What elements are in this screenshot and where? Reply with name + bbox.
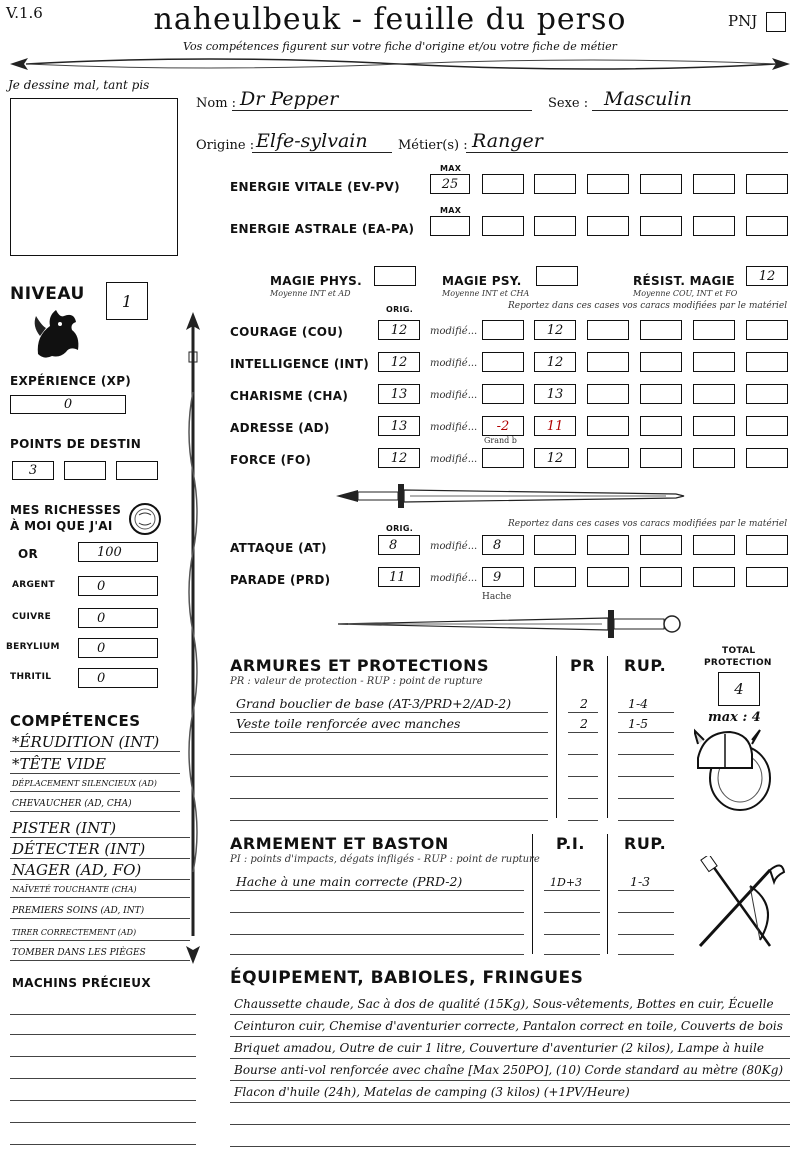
- machins-line[interactable]: [10, 1100, 196, 1101]
- stat-box[interactable]: [746, 320, 788, 340]
- arme-pi-line[interactable]: [544, 934, 600, 935]
- nom-field[interactable]: [232, 110, 532, 111]
- destin-box[interactable]: [116, 461, 158, 480]
- origine-value: Elfe-sylvain: [256, 130, 368, 152]
- richesse-argent-value: 0: [97, 578, 106, 594]
- armement-pi-header: P.I.: [556, 834, 585, 853]
- nom-value: Dr Pepper: [240, 88, 339, 110]
- competence-item: PREMIERS SOINS (AD, INT): [12, 906, 145, 916]
- stat-current-value: 13: [546, 386, 564, 402]
- ev-box[interactable]: [587, 174, 629, 194]
- combat-box[interactable]: [693, 567, 735, 587]
- stat-orig-value: 13: [390, 418, 408, 434]
- competence-line[interactable]: [10, 791, 180, 792]
- armure-line[interactable]: [230, 798, 548, 799]
- stat-box[interactable]: [587, 384, 629, 404]
- stat-current-value: 12: [546, 322, 564, 338]
- competence-line[interactable]: [10, 918, 190, 919]
- armure-rup-line[interactable]: [618, 798, 674, 799]
- ev-max-box[interactable]: [430, 174, 470, 194]
- total-protection-label-2: PROTECTION: [704, 658, 772, 668]
- arme-pi-line[interactable]: [544, 912, 600, 913]
- total-protection-label: TOTAL: [722, 646, 756, 656]
- arme-rup-line[interactable]: [618, 954, 674, 955]
- total-protection-value: 4: [734, 680, 744, 698]
- ea-max-box[interactable]: [430, 216, 470, 236]
- stat-modifie-label: modifié...: [430, 326, 478, 337]
- richesse-cuivre-label: CUIVRE: [12, 612, 52, 622]
- competence-line[interactable]: [10, 940, 190, 941]
- equipement-line[interactable]: [230, 1146, 790, 1147]
- competence-item: DÉTECTER (INT): [12, 840, 146, 858]
- combat-orig-box[interactable]: [378, 567, 420, 587]
- richesse-berylium-box[interactable]: [78, 638, 158, 658]
- niveau-box[interactable]: [106, 282, 148, 320]
- helmet-shield-icon: [694, 724, 776, 814]
- experience-label: EXPÉRIENCE (XP): [10, 374, 132, 388]
- ev-box[interactable]: [482, 174, 524, 194]
- combat-orig-value: 11: [389, 569, 406, 585]
- stats-orig-label: ORIG.: [386, 305, 414, 314]
- stat-current-box[interactable]: [534, 352, 576, 372]
- stat-modifie-label: modifié...: [430, 390, 478, 401]
- combat-box[interactable]: [587, 535, 629, 555]
- combat-note: Reportez dans ces cases vos caracs modifiées par le matériel: [508, 519, 788, 529]
- richesse-thritil-label: THRITIL: [10, 672, 52, 682]
- richesses-label: MES RICHESSES: [10, 503, 122, 517]
- page-subtitle: Vos compétences figurent sur votre fiche d'origine et/ou votre fiche de métier: [183, 40, 617, 53]
- armure-name: Veste toile renforcée avec manches: [236, 716, 461, 731]
- combat-box[interactable]: [587, 567, 629, 587]
- competence-item: TOMBER DANS LES PIÈGES: [12, 948, 146, 958]
- combat-modifie-label: modifié...: [430, 573, 478, 584]
- equipement-line[interactable]: [230, 1102, 790, 1103]
- stat-box[interactable]: [693, 416, 735, 436]
- equipement-line-text: Ceinturon cuir, Chemise d'aventurier correcte, Pantalon correct en toile, Couverts de bois: [234, 1019, 783, 1033]
- richesse-or-value: 100: [97, 544, 122, 560]
- stat-ad-mod-note: Grand b: [484, 436, 517, 445]
- equipement-line[interactable]: [230, 1080, 790, 1081]
- nom-label: Nom :: [196, 96, 237, 111]
- resist-magie-note: Moyenne COU, INT et FO: [633, 289, 738, 298]
- stat-box[interactable]: [640, 384, 682, 404]
- coin-icon: [128, 502, 162, 536]
- equipement-line-text: Chaussette chaude, Sac à dos de qualité (15Kg), Sous-vêtements, Bottes en cuir, Écuelle: [234, 997, 774, 1011]
- richesse-thritil-box[interactable]: [78, 668, 158, 688]
- stat-orig-box[interactable]: [378, 352, 420, 372]
- stat-label: CHARISME (CHA): [230, 389, 349, 403]
- combat-prd-note: Hache: [482, 592, 512, 602]
- competence-line[interactable]: [10, 858, 190, 859]
- sexe-label: Sexe :: [548, 96, 589, 111]
- stat-mod-value: -2: [496, 418, 510, 434]
- pnj-checkbox[interactable]: [766, 12, 786, 32]
- richesse-cuivre-box[interactable]: [78, 608, 158, 628]
- stat-mod-box[interactable]: [482, 352, 524, 372]
- competence-item: DÉPLACEMENT SILENCIEUX (AD): [12, 779, 157, 788]
- armures-divider: [607, 656, 608, 818]
- stat-orig-value: 12: [390, 322, 408, 338]
- experience-value: 0: [63, 397, 73, 412]
- stat-modifie-label: modifié...: [430, 454, 478, 465]
- equipement-line[interactable]: [230, 1014, 790, 1015]
- stat-box[interactable]: [693, 352, 735, 372]
- combat-current-box[interactable]: [482, 535, 524, 555]
- experience-box[interactable]: [10, 395, 126, 414]
- combat-box[interactable]: [746, 567, 788, 587]
- stat-box[interactable]: [746, 384, 788, 404]
- stat-current-box[interactable]: [534, 448, 576, 468]
- competence-item: CHEVAUCHER (AD, CHA): [12, 799, 132, 809]
- portrait-caption: Je dessine mal, tant pis: [8, 78, 150, 92]
- competence-line[interactable]: [10, 773, 180, 774]
- spear-icon: [182, 312, 204, 964]
- stat-box[interactable]: [587, 320, 629, 340]
- armure-pr: 2: [580, 716, 588, 731]
- equipement-label: ÉQUIPEMENT, BABIOLES, FRINGUES: [230, 968, 584, 988]
- competence-line[interactable]: [10, 837, 190, 838]
- richesse-cuivre-value: 0: [97, 610, 106, 626]
- machins-line[interactable]: [10, 1144, 196, 1145]
- armures-divider: [556, 656, 557, 818]
- stats-note: Reportez dans ces cases vos caracs modifiées par le matériel: [508, 301, 788, 311]
- armement-rup-header: RUP.: [624, 834, 667, 853]
- stat-box[interactable]: [587, 416, 629, 436]
- armure-line[interactable]: [230, 712, 548, 713]
- ea-box[interactable]: [693, 216, 735, 236]
- armure-pr-line[interactable]: [568, 712, 598, 713]
- richesse-thritil-value: 0: [97, 670, 106, 686]
- competence-item: *TÊTE VIDE: [12, 755, 106, 773]
- stat-orig-value: 12: [390, 450, 408, 466]
- ea-box[interactable]: [587, 216, 629, 236]
- ev-max-value: 25: [441, 176, 459, 192]
- resist-magie-box[interactable]: [746, 266, 788, 286]
- stat-box[interactable]: [746, 352, 788, 372]
- version-label: V.1.6: [6, 4, 43, 22]
- magie-phys-note: Moyenne INT et AD: [270, 289, 351, 298]
- stat-orig-box[interactable]: [378, 384, 420, 404]
- stat-orig-box[interactable]: [378, 320, 420, 340]
- destin-value: 3: [28, 463, 38, 478]
- pnj-label: PNJ: [728, 12, 758, 30]
- arme-pi-line[interactable]: [544, 890, 600, 891]
- origine-field[interactable]: [252, 152, 392, 153]
- weapons-icon: [690, 856, 786, 956]
- ev-box[interactable]: [693, 174, 735, 194]
- magie-phys-box[interactable]: [374, 266, 416, 286]
- armures-rup-header: RUP.: [624, 656, 667, 675]
- stat-modifie-label: modifié...: [430, 358, 478, 369]
- total-protection-max: max : 4: [708, 710, 761, 725]
- machins-line[interactable]: [10, 1056, 196, 1057]
- stat-current-value: 12: [546, 354, 564, 370]
- machins-line[interactable]: [10, 1014, 196, 1015]
- destin-box[interactable]: [64, 461, 106, 480]
- stat-orig-value: 12: [390, 354, 408, 370]
- stat-box[interactable]: [693, 448, 735, 468]
- stat-box[interactable]: [746, 416, 788, 436]
- combat-box[interactable]: [640, 567, 682, 587]
- destin-label: POINTS DE DESTIN: [10, 437, 142, 451]
- armure-line[interactable]: [230, 776, 548, 777]
- combat-label: ATTAQUE (AT): [230, 541, 327, 555]
- combat-box[interactable]: [693, 535, 735, 555]
- equipement-line-text: Flacon d'huile (24h), Matelas de camping (3 kilos) (+1PV/Heure): [234, 1085, 630, 1099]
- combat-current-value: 8: [493, 537, 502, 553]
- armement-note: PI : points d'impacts, dégats infligés - RUP : point de rupture: [230, 854, 540, 865]
- equipement-line-text: Bourse anti-vol renforcée avec chaîne [Max 250PO], (10) Corde standard au mètre (80Kg): [234, 1063, 784, 1077]
- richesse-or-label: OR: [18, 547, 39, 561]
- stat-current-value: 12: [546, 450, 564, 466]
- stat-mod-box[interactable]: [482, 448, 524, 468]
- armure-rup: 1-4: [628, 696, 649, 711]
- arme-rup-line[interactable]: [618, 890, 674, 891]
- stat-label: INTELLIGENCE (INT): [230, 357, 369, 371]
- combat-current-box[interactable]: [482, 567, 524, 587]
- sword-icon: [336, 478, 686, 514]
- page-title: naheulbeuk - feuille du perso: [153, 2, 627, 37]
- destin-box[interactable]: [12, 461, 54, 480]
- combat-label: PARADE (PRD): [230, 573, 331, 587]
- stat-orig-box[interactable]: [378, 416, 420, 436]
- combat-box[interactable]: [534, 535, 576, 555]
- competence-line[interactable]: [10, 960, 190, 961]
- stat-box[interactable]: [693, 320, 735, 340]
- ev-label: ENERGIE VITALE (EV-PV): [230, 180, 400, 194]
- armement-divider: [607, 834, 608, 954]
- combat-box[interactable]: [534, 567, 576, 587]
- armure-pr-line[interactable]: [568, 820, 598, 821]
- stat-current-box[interactable]: [534, 320, 576, 340]
- armement-label: ARMEMENT ET BASTON: [230, 834, 449, 853]
- ea-box[interactable]: [482, 216, 524, 236]
- ea-box[interactable]: [640, 216, 682, 236]
- origine-label: Origine :: [196, 138, 255, 153]
- richesse-argent-label: ARGENT: [12, 580, 55, 590]
- arrow-banner-icon: [6, 52, 794, 76]
- stat-box[interactable]: [693, 384, 735, 404]
- metier-value: Ranger: [472, 130, 543, 152]
- metier-label: Métier(s) :: [398, 138, 468, 153]
- ev-box[interactable]: [534, 174, 576, 194]
- magie-psy-box[interactable]: [536, 266, 578, 286]
- ea-label: ENERGIE ASTRALE (EA-PA): [230, 222, 415, 236]
- richesse-argent-box[interactable]: [78, 576, 158, 596]
- combat-current-value: 9: [493, 569, 502, 585]
- stat-label: COURAGE (COU): [230, 325, 344, 339]
- armure-rup-line[interactable]: [618, 820, 674, 821]
- richesse-berylium-label: BERYLIUM: [6, 642, 60, 652]
- ev-box[interactable]: [640, 174, 682, 194]
- competence-line[interactable]: [10, 879, 190, 880]
- stat-label: FORCE (FO): [230, 453, 312, 467]
- stat-mod-box[interactable]: [482, 416, 524, 436]
- armure-rup-line[interactable]: [618, 776, 674, 777]
- competence-item: PISTER (INT): [12, 819, 117, 837]
- max-label-ev: MAX: [440, 164, 462, 173]
- stat-box[interactable]: [587, 352, 629, 372]
- stat-box[interactable]: [640, 416, 682, 436]
- richesse-or-box[interactable]: [78, 542, 158, 562]
- resist-magie-value: 12: [758, 268, 776, 284]
- competence-item: NAGER (AD, FO): [12, 861, 142, 879]
- armement-divider: [532, 834, 533, 954]
- arme-rup-line[interactable]: [618, 934, 674, 935]
- stat-current-box[interactable]: [534, 384, 576, 404]
- machins-line[interactable]: [10, 1034, 196, 1035]
- niveau-value: 1: [121, 291, 133, 311]
- armure-pr-line[interactable]: [568, 776, 598, 777]
- arme-rup-line[interactable]: [618, 912, 674, 913]
- stat-mod-box[interactable]: [482, 320, 524, 340]
- competence-line[interactable]: [10, 897, 190, 898]
- armures-label: ARMURES ET PROTECTIONS: [230, 656, 489, 675]
- armure-rup-line[interactable]: [618, 754, 674, 755]
- arme-line[interactable]: [230, 934, 524, 935]
- arme-name: Hache à une main correcte (PRD-2): [236, 874, 463, 889]
- stat-box[interactable]: [640, 448, 682, 468]
- armure-rup-line[interactable]: [618, 732, 674, 733]
- ea-box[interactable]: [746, 216, 788, 236]
- competence-line[interactable]: [10, 811, 180, 812]
- arme-line[interactable]: [230, 890, 524, 891]
- armure-pr-line[interactable]: [568, 798, 598, 799]
- arme-pi-line[interactable]: [544, 954, 600, 955]
- armure-line[interactable]: [230, 820, 548, 821]
- combat-modifie-label: modifié...: [430, 541, 478, 552]
- stat-label: ADRESSE (AD): [230, 421, 330, 435]
- ev-box[interactable]: [746, 174, 788, 194]
- armure-line[interactable]: [230, 732, 548, 733]
- stat-mod-box[interactable]: [482, 384, 524, 404]
- richesse-berylium-value: 0: [97, 640, 106, 656]
- competences-label: COMPÉTENCES: [10, 712, 141, 730]
- competence-item: NAÏVETÉ TOUCHANTE (CHA): [12, 885, 137, 894]
- stat-box[interactable]: [587, 448, 629, 468]
- armure-line[interactable]: [230, 754, 548, 755]
- arme-pi: 1D+3: [550, 876, 583, 889]
- magie-phys-label: MAGIE PHYS.: [270, 274, 362, 288]
- stat-box[interactable]: [640, 352, 682, 372]
- resist-magie-label: RÉSIST. MAGIE: [633, 274, 735, 288]
- equipement-line[interactable]: [230, 1036, 790, 1037]
- magie-psy-label: MAGIE PSY.: [442, 274, 522, 288]
- combat-orig-box[interactable]: [378, 535, 420, 555]
- stat-box[interactable]: [746, 448, 788, 468]
- combat-box[interactable]: [640, 535, 682, 555]
- stat-orig-box[interactable]: [378, 448, 420, 468]
- arme-line[interactable]: [230, 912, 524, 913]
- armure-pr-line[interactable]: [568, 754, 598, 755]
- stat-orig-value: 13: [390, 386, 408, 402]
- ea-box[interactable]: [534, 216, 576, 236]
- armure-name: Grand bouclier de base (AT-3/PRD+2/AD-2): [236, 696, 512, 711]
- metier-field[interactable]: [466, 152, 788, 153]
- stat-current-box[interactable]: [534, 416, 576, 436]
- arme-rup: 1-3: [630, 874, 651, 889]
- armures-note: PR : valeur de protection - RUP : point de rupture: [230, 676, 483, 687]
- arme-line[interactable]: [230, 954, 524, 955]
- equipement-line-text: Briquet amadou, Outre de cuir 1 litre, Couverture d'aventurier (2 kilos), Lampe à huile: [234, 1041, 764, 1055]
- stat-box[interactable]: [640, 320, 682, 340]
- machins-label: MACHINS PRÉCIEUX: [12, 976, 151, 990]
- richesses-label-2: À MOI QUE J'AI: [10, 519, 113, 533]
- armure-pr: 2: [580, 696, 588, 711]
- combat-orig-value: 8: [389, 537, 398, 553]
- armure-pr-line[interactable]: [568, 732, 598, 733]
- combat-orig-label: ORIG.: [386, 524, 414, 533]
- stat-modifie-label: modifié...: [430, 422, 478, 433]
- machins-line[interactable]: [10, 1122, 196, 1123]
- competence-item: TIRER CORRECTEMENT (AD): [12, 928, 137, 937]
- portrait-box[interactable]: [10, 98, 178, 256]
- sexe-value: Masculin: [604, 88, 692, 110]
- dragon-icon: [30, 306, 84, 362]
- combat-box[interactable]: [746, 535, 788, 555]
- magie-psy-note: Moyenne INT et CHA: [442, 289, 530, 298]
- sexe-field[interactable]: [592, 110, 788, 111]
- equipement-line[interactable]: [230, 1124, 790, 1125]
- max-label-ea: MAX: [440, 206, 462, 215]
- total-protection-box[interactable]: [718, 672, 760, 706]
- armure-rup-line[interactable]: [618, 712, 674, 713]
- equipement-line[interactable]: [230, 1058, 790, 1059]
- sword-icon: [338, 606, 684, 642]
- competence-item: *ÉRUDITION (INT): [12, 733, 160, 751]
- armure-rup: 1-5: [628, 716, 649, 731]
- stat-current-value: 11: [546, 418, 564, 434]
- niveau-label: NIVEAU: [10, 284, 85, 304]
- armures-pr-header: PR: [570, 656, 596, 675]
- competence-line[interactable]: [10, 751, 180, 752]
- machins-line[interactable]: [10, 1078, 196, 1079]
